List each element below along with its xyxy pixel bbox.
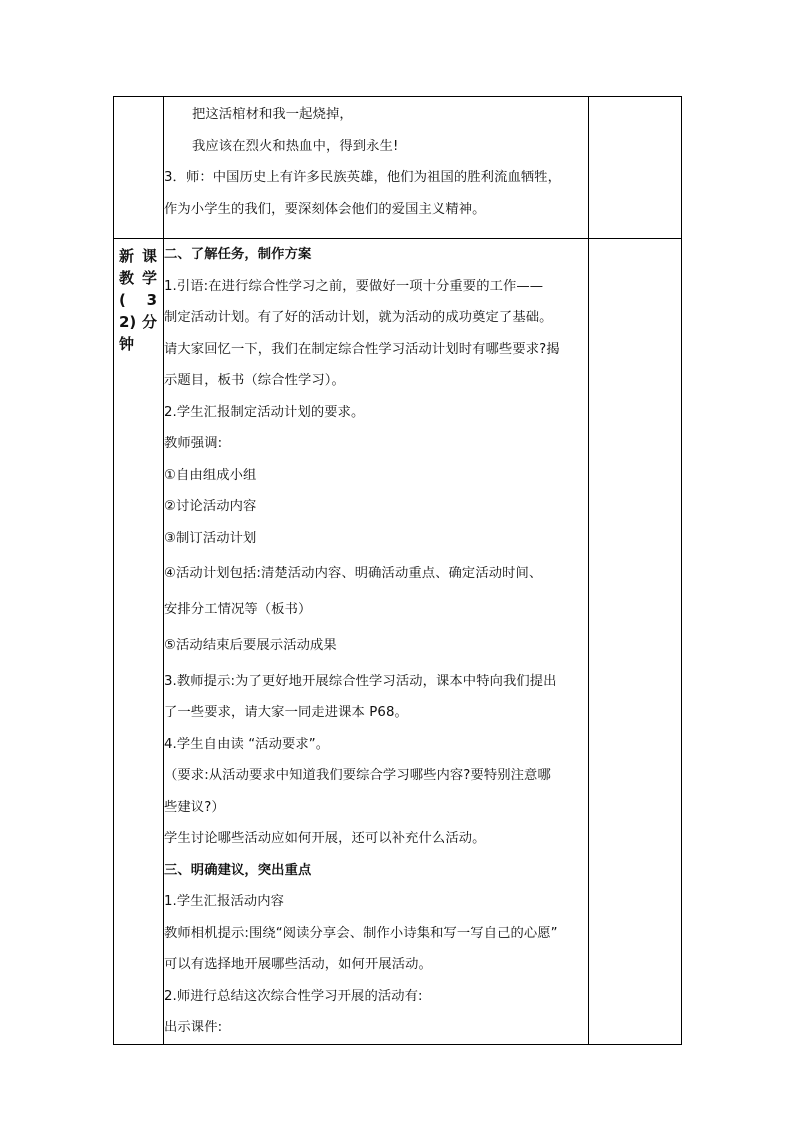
paragraph-line: 安排分工情况等（板书） (164, 602, 312, 617)
paragraph-line: 学生讨论哪些活动应如何开展，还可以补充什么活动。 (164, 831, 486, 846)
paragraph-line: 教师相机提示:围绕“阅读分享会、制作小诗集和写一写自己的心愿” (164, 925, 558, 941)
paragraph-line: 3．师：中国历史上有许多民族英雄，他们为祖国的胜利流血牺牲， (164, 170, 562, 185)
paragraph-line: 出示课件: (164, 1020, 223, 1035)
list-item: ③制订活动计划 (164, 530, 257, 546)
list-item: ④活动计划包括:清楚活动内容、明确活动重点、确定活动时间、 (164, 566, 543, 581)
section-label-cell (114, 239, 164, 1045)
table-row (114, 239, 682, 1045)
list-item: ②讨论活动内容 (164, 499, 257, 514)
notes-cell (589, 97, 682, 239)
section-heading: 三、明确建议，突出重点 (164, 862, 312, 878)
section-label-cell (114, 97, 164, 239)
paragraph-line: 1.学生汇报活动内容 (164, 894, 285, 909)
paragraph-line: 作为小学生的我们，要深刻体会他们的爱国主义精神。 (164, 201, 486, 217)
paragraph-line: 示题目，板书（综合性学习）。 (164, 373, 345, 388)
paragraph-line: 请大家回忆一下，我们在制定综合性学习活动计划时有哪些要求?揭 (164, 341, 560, 357)
list-item: ⑤活动结束后要展示活动成果 (164, 637, 337, 653)
paragraph-line: 了一些要求，请大家一同走进课本 P68。 (164, 705, 408, 720)
notes-cell (589, 239, 682, 1045)
paragraph-line: 2.学生汇报制定活动计划的要求。 (164, 404, 365, 420)
paragraph-line: 4.学生自由读 “活动要求”。 (164, 736, 330, 752)
table-row (114, 97, 682, 239)
paragraph-line: 可以有选择地开展哪些活动，如何开展活动。 (164, 957, 432, 972)
paragraph-line: 1.引语:在进行综合性学习之前，要做好一项十分重要的工作—— (164, 278, 544, 294)
content-cell (164, 239, 589, 1045)
content-cell (164, 97, 589, 239)
list-item: ①自由组成小组 (164, 467, 257, 483)
paragraph-line: 3.教师提示:为了更好地开展综合性学习活动，课本中特向我们提出 (164, 673, 557, 689)
paragraph-line: 2.师进行总结这次综合性学习开展的活动有: (164, 988, 423, 1004)
section-label: 新 课 教 学 ( 3 2) 分 钟 (119, 247, 157, 353)
lesson-plan-table (113, 96, 682, 1045)
paragraph-line: 些建议?） (164, 799, 225, 815)
poem-line: 我应该在烈火和热血中，得到永生! (192, 138, 399, 154)
paragraph-line: （要求:从活动要求中知道我们要综合学习哪些内容?要特别注意哪 (164, 768, 551, 783)
poem-line: 把这活棺材和我一起烧掉， (192, 107, 353, 122)
section-heading: 二、了解任务，制作方案 (164, 247, 312, 262)
paragraph-line: 教师强调: (164, 436, 223, 451)
paragraph-line: 制定活动计划。有了好的活动计划，就为活动的成功奠定了基础。 (164, 310, 553, 325)
